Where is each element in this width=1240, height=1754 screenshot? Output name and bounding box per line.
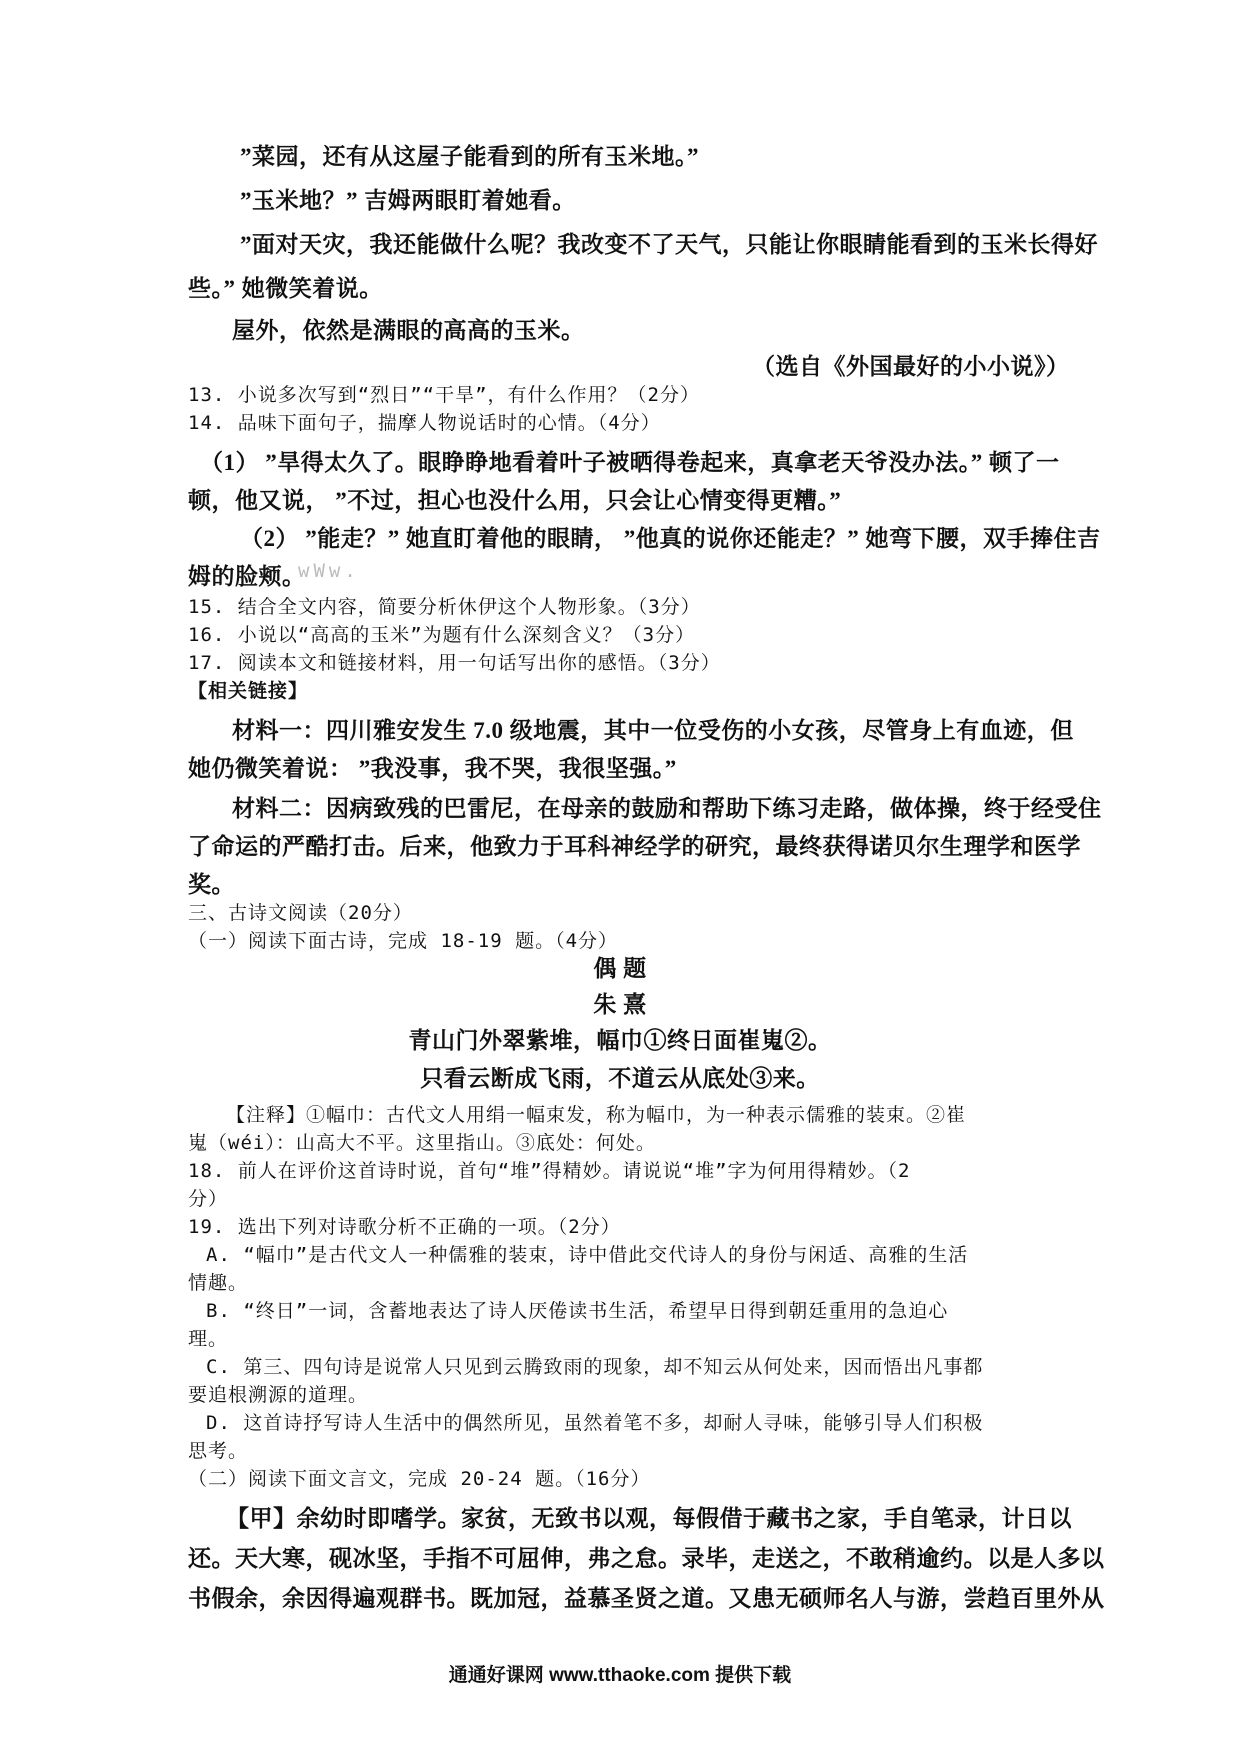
poem-line-2: 只看云断成飞雨，不道云从底处③来。 (420, 1066, 820, 1091)
option-d-line-2: 思考。 (188, 1440, 249, 1462)
story-line-4: 屋外，依然是满眼的高高的玉米。 (232, 318, 585, 343)
question-15: 15. 结合全文内容，简要分析休伊这个人物形象。（3分） (188, 596, 701, 618)
question-14-sentence-1b: 顿，他又说， ”不过，担心也没什么用，只会让心情变得更糟。” (188, 488, 842, 513)
section-3-sub-1: （一）阅读下面古诗，完成 18-19 题。（4分） (188, 930, 619, 952)
question-18b: 分） (188, 1188, 229, 1210)
question-14-sentence-1a: （1） ”旱得太久了。眼睁睁地看着叶子被晒得卷起来，真拿老天爷没办法。” 顿了一 (200, 450, 1060, 475)
question-14-sentence-2b: 姆的脸颊。 (188, 564, 306, 589)
poem-author: 朱 熹 (593, 992, 647, 1017)
story-line-3b: 些。” 她微笑着说。 (188, 276, 383, 301)
watermark: wWw. (298, 560, 360, 582)
story-line-1: ”菜园，还有从这屋子能看到的所有玉米地。” (240, 144, 699, 169)
material-1b: 她仍微笑着说： ”我没事，我不哭，我很坚强。” (188, 756, 677, 781)
section-3-sub-2: （二）阅读下面文言文，完成 20-24 题。（16分） (188, 1468, 651, 1490)
question-13: 13. 小说多次写到“烈日”“干旱”，有什么作用？（2分） (188, 384, 700, 406)
option-a-line-2: 情趣。 (188, 1272, 249, 1294)
question-17: 17. 阅读本文和链接材料，用一句话写出你的感悟。（3分） (188, 652, 721, 674)
poem-note-b: 嵬（wéi）：山高大不平。这里指山。③底处：何处。 (188, 1132, 656, 1154)
question-16: 16. 小说以“高高的玉米”为题有什么深刻含义？（3分） (188, 624, 696, 646)
poem-title: 偶 题 (593, 956, 647, 981)
option-b-line-2: 理。 (188, 1328, 229, 1350)
option-b-line-1: B. “终日”一词，含蓄地表达了诗人厌倦读书生活，希望早日得到朝廷重用的急迫心 (206, 1300, 949, 1322)
material-2a: 材料二：因病致残的巴雷尼，在母亲的鼓励和帮助下练习走路，做体操，终于经受住 (232, 796, 1102, 821)
story-line-3a: ”面对天灾，我还能做什么呢？我改变不了天气，只能让你眼睛能看到的玉米长得好 (240, 232, 1098, 257)
section-3-heading: 三、古诗文阅读（20分） (188, 902, 413, 924)
option-d-line-1: D. 这首诗抒写诗人生活中的偶然所见，虽然着笔不多，却耐人寻味，能够引导人们积极 (206, 1412, 984, 1434)
option-c-line-2: 要追根溯源的道理。 (188, 1384, 369, 1406)
poem-line-1: 青山门外翠紫堆，幅巾①终日面崔嵬②。 (408, 1028, 832, 1053)
story-line-2: ”玉米地？” 吉姆两眼盯着她看。 (240, 188, 576, 213)
classical-text-jia-b: 还。天大寒，砚冰坚，手指不可屈伸，弗之怠。录毕，走送之，不敢稍逾约。以是人多以 (188, 1546, 1105, 1571)
footer-download-note: 通通好课网 www.tthaoke.com 提供下载 (448, 1665, 792, 1686)
question-14: 14. 品味下面句子，揣摩人物说话时的心情。（4分） (188, 412, 661, 434)
material-2c: 奖。 (188, 872, 235, 897)
related-links-heading: 【相关链接】 (188, 680, 309, 702)
question-18a: 18. 前人在评价这首诗时说，首句“堆”得精妙。请说说“堆”字为何用得精妙。（2 (188, 1160, 911, 1182)
material-1a: 材料一：四川雅安发生 7.0 级地震，其中一位受伤的小女孩，尽管身上有血迹，但 (232, 718, 1074, 743)
story-source: （选自《外国最好的小小说》） (752, 354, 1070, 379)
classical-text-jia-a: 【甲】余幼时即嗜学。家贫，无致书以观，每假借于藏书之家，手自笔录，计日以 (226, 1506, 1072, 1531)
option-a-line-1: A. “幅巾”是古代文人一种儒雅的装束，诗中借此交代诗人的身份与闲适、高雅的生活 (206, 1244, 969, 1266)
material-2b: 了命运的严酷打击。后来，他致力于耳科神经学的研究，最终获得诺贝尔生理学和医学 (188, 834, 1081, 859)
poem-note-a: 【注释】①幅巾：古代文人用绢一幅束发，称为幅巾，为一种表示儒雅的装束。②崔 (226, 1104, 967, 1126)
option-c-line-1: C. 第三、四句诗是说常人只见到云腾致雨的现象，却不知云从何处来，因而悟出凡事都 (206, 1356, 984, 1378)
classical-text-jia-c: 书假余，余因得遍观群书。既加冠，益慕圣贤之道。又患无硕师名人与游，尝趋百里外从 (188, 1586, 1105, 1611)
question-14-sentence-2a: （2） ”能走？” 她直盯着他的眼睛， ”他真的说你还能走？” 她弯下腰，双手捧住吉 (240, 526, 1101, 551)
question-19: 19. 选出下列对诗歌分析不正确的一项。（2分） (188, 1216, 621, 1238)
